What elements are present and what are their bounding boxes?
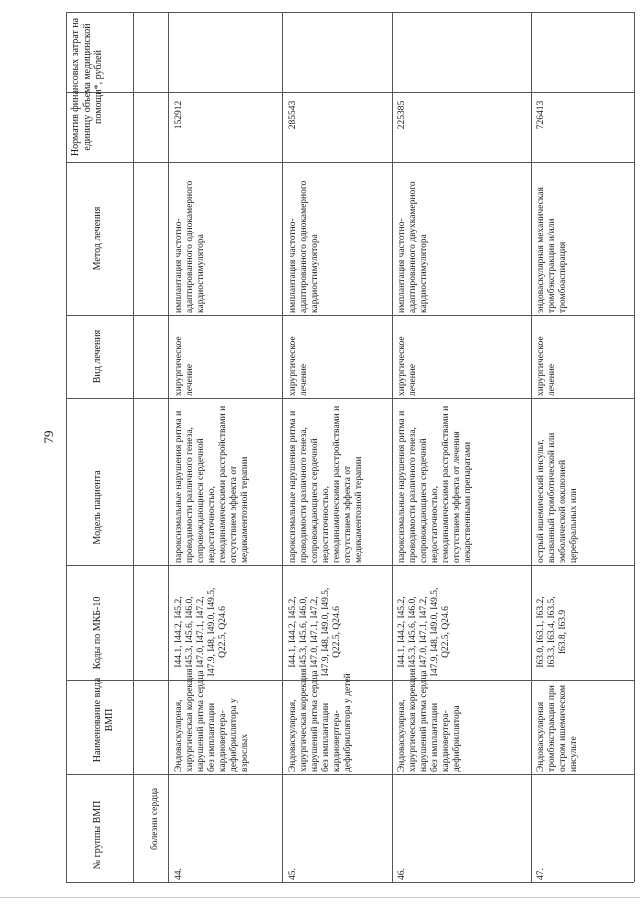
row-47-name: Эндоваскулярная тромбэкстракция при остром ишемическом инсульте — [536, 684, 579, 772]
row-divider — [66, 315, 634, 316]
row-44-name: Эндоваскулярная, хирургическая коррекция нарушений ритма сердца без имплантации кардиовертера-дефибриллятора у взрослых — [174, 668, 250, 772]
header-treatment-type: Вид лечения — [92, 329, 103, 384]
row-46-patient-model: пароксизмальные нарушения ритма и проводимости различного генеза, сопровождающиеся сердечной недостаточностью, гемодинамическими расстройствами и отсутствием эффекта от лечения лекарственными препаратами — [397, 405, 473, 563]
row-44-number: 44. — [174, 868, 184, 880]
column-divider — [392, 12, 393, 882]
row-47-norm: 726413 — [536, 100, 546, 130]
row-45-number: 45. — [288, 868, 298, 880]
row-47-codes: I63.0, I63.1, I63.2, I63.3, I63.4, I63.5, I63.8, I63.9 — [536, 596, 568, 668]
row-44-method: имплантация частотно-адаптированного однокамерного кардиостимулятора — [174, 180, 206, 313]
row-divider — [66, 398, 634, 399]
row-45-treatment-type: хирургическое лечение — [288, 336, 309, 396]
header-patient-model: Модель пациента — [92, 470, 103, 545]
row-45-norm: 285543 — [288, 100, 298, 130]
row-45-codes: I44.1, I44.2, I45.2, I45.3, I45.6, I46.0, I47.0, I47.1, I47.2, I47.9, I48, I49.0, I49.5, Q22.5, Q24.6 — [288, 587, 342, 677]
row-47-treatment-type: хирургическое лечение — [536, 336, 557, 396]
header-cost-norm: Норматив финансовых затрат на единицу объема медицинской помощи*, рублей — [70, 17, 104, 157]
column-divider — [133, 12, 134, 882]
row-divider — [66, 565, 634, 566]
row-47-method: эндоваскулярная механическая тромбэкстракция и/или тромбоаспирация — [536, 187, 568, 313]
header-icd10-codes: Коды по МКБ-10 — [92, 596, 103, 670]
column-divider — [531, 12, 532, 882]
row-45-method: имплантация частотно-адаптированного однокамерного кардиостимулятора — [288, 180, 320, 313]
table-border-top — [66, 12, 634, 13]
row-46-norm: 225385 — [397, 100, 407, 130]
column-divider — [168, 12, 169, 882]
row-47-number: 47. — [536, 868, 546, 880]
row-47-patient-model: острый ишемический инсульт, вызванный тромботической или эмболической окклюзией церебральных или — [536, 432, 579, 563]
row-46-number: 46. — [397, 868, 407, 880]
row-46-name: Эндоваскулярная, хирургическая коррекция нарушений ритма сердца без имплантации кардиовертера-дефибриллятора — [397, 668, 462, 772]
table-border-bottom — [66, 882, 634, 883]
row-45-name: Эндоваскулярная, хирургическая коррекция нарушений ритма сердца без имплантации кардиовертера-дефибриллятора у детей — [288, 668, 353, 772]
row-44-codes: I44.1, I44.2, I45.2, I45.3, I45.6, I46.0, I47.0, I47.1, I47.2, I47.9, I48, I49.0, I49.5, Q22.5, Q24.6 — [174, 587, 228, 677]
row-44-treatment-type: хирургическое лечение — [174, 336, 195, 396]
section-title: болезни сердца — [150, 787, 160, 850]
column-divider — [282, 12, 283, 882]
scan-edge — [0, 897, 640, 898]
row-44-patient-model: пароксизмальные нарушения ритма и проводимости различного генеза, сопровождающиеся сердечной недостаточностью, гемодинамическими расстройствами и отсутствием эффекта от медикаментозной терапии — [174, 405, 250, 563]
row-44-norm: 152912 — [174, 100, 184, 130]
page-number: 79 — [41, 430, 56, 444]
header-vmp-name: Наименование вида ВМП — [92, 677, 115, 763]
header-group-number: № группы ВМП — [92, 800, 103, 870]
row-45-patient-model: пароксизмальные нарушения ритма и проводимости различного генеза, сопровождающиеся сердечной недостаточностью, гемодинамическими расстройствами и отсутствием эффекта от медикаментозной терапии — [288, 405, 364, 563]
row-46-treatment-type: хирургическое лечение — [397, 336, 418, 396]
row-46-codes: I44.1, I44.2, I45.2, I45.3, I45.6, I46.0, I47.0, I47.1, I47.2, I47.9, I48, I49.0, I49.5, Q22.5, Q24.6 — [397, 587, 451, 677]
row-divider — [66, 162, 634, 163]
header-treatment-method: Метод лечения — [92, 206, 103, 271]
table-border-right — [634, 12, 635, 882]
table-border-left — [66, 12, 67, 882]
row-46-method: имплантация частотно-адаптированного двухкамерного кардиостимулятора — [397, 181, 429, 313]
